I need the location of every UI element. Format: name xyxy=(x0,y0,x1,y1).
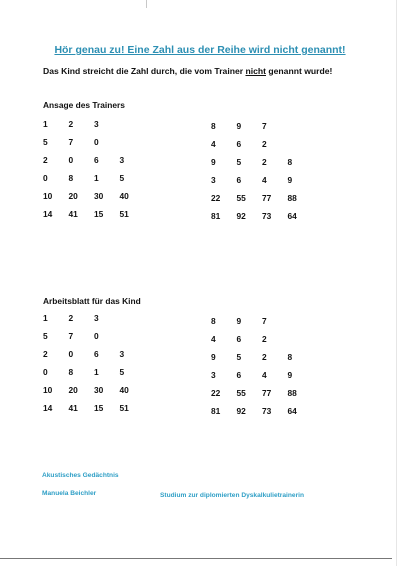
number-cell: 2 xyxy=(262,139,267,149)
number-cell: 3 xyxy=(211,370,216,380)
number-cell: 3 xyxy=(211,175,216,185)
number-cell: 51 xyxy=(119,403,129,413)
child-section-heading: Arbeitsblatt für das Kind xyxy=(43,296,141,306)
number-row xyxy=(211,348,313,366)
number-row xyxy=(211,117,313,135)
number-cell: 2 xyxy=(68,313,74,323)
number-cell: 2 xyxy=(262,157,267,167)
trainer-section-heading: Ansage des Trainers xyxy=(43,100,125,110)
number-cell: 7 xyxy=(262,121,267,131)
number-row xyxy=(43,399,145,417)
number-cell: 20 xyxy=(68,191,78,201)
number-cell: 14 xyxy=(43,209,53,219)
number-cell: 92 xyxy=(236,406,246,416)
number-cell: 14 xyxy=(43,403,53,413)
number-cell: 9 xyxy=(236,121,242,131)
number-cell: 6 xyxy=(94,349,99,359)
number-cell: 6 xyxy=(236,370,242,380)
number-cell: 4 xyxy=(262,370,267,380)
number-cell: 15 xyxy=(94,403,104,413)
number-cell: 2 xyxy=(262,334,267,344)
number-cell: 9 xyxy=(211,157,216,167)
number-cell: 0 xyxy=(43,367,48,377)
number-cell: 5 xyxy=(236,157,242,167)
number-cell: 1 xyxy=(94,173,99,183)
number-cell: 3 xyxy=(94,119,99,129)
number-cell: 7 xyxy=(68,137,74,147)
number-cell: 9 xyxy=(236,316,242,326)
number-cell: 6 xyxy=(236,175,242,185)
number-cell: 3 xyxy=(119,349,125,359)
number-cell: 92 xyxy=(236,211,246,221)
instruction-emphasis: nicht xyxy=(245,66,267,76)
number-row xyxy=(211,171,313,189)
number-cell: 1 xyxy=(94,367,99,377)
number-cell: 9 xyxy=(211,352,216,362)
number-cell: 77 xyxy=(262,193,272,203)
child-right-grid xyxy=(211,312,313,420)
number-cell: 2 xyxy=(262,352,267,362)
number-row xyxy=(43,169,145,187)
number-row xyxy=(211,135,313,153)
number-row xyxy=(211,189,313,207)
number-row xyxy=(43,345,145,363)
number-cell: 8 xyxy=(287,352,293,362)
number-cell: 0 xyxy=(68,155,74,165)
number-cell: 88 xyxy=(287,193,297,203)
trainer-right-grid xyxy=(211,117,313,225)
number-cell: 2 xyxy=(68,119,74,129)
number-cell: 73 xyxy=(262,406,272,416)
footer-course: Studium zur diplomierten Dyskalkulietrainerin xyxy=(160,492,304,499)
instruction-text-end: genannt wurde! xyxy=(266,66,333,76)
trainer-left-grid xyxy=(43,115,145,223)
instruction-text-start: Das Kind streicht die Zahl durch, die vom Trainer xyxy=(43,66,246,76)
number-cell: 15 xyxy=(94,209,104,219)
number-cell: 6 xyxy=(236,139,242,149)
number-row xyxy=(211,402,313,420)
number-cell: 8 xyxy=(68,367,74,377)
number-cell: 2 xyxy=(43,155,48,165)
number-cell: 4 xyxy=(211,139,216,149)
number-cell: 3 xyxy=(94,313,99,323)
number-row xyxy=(43,115,145,133)
number-cell: 1 xyxy=(43,119,48,129)
number-cell: 40 xyxy=(119,191,129,201)
number-cell: 6 xyxy=(236,334,242,344)
bottom-rule xyxy=(0,558,392,559)
number-cell: 5 xyxy=(119,173,125,183)
number-row xyxy=(43,133,145,151)
footer-author: Manuela Beichler xyxy=(42,490,97,497)
number-row xyxy=(43,205,145,223)
number-cell: 55 xyxy=(236,388,246,398)
number-cell: 6 xyxy=(94,155,99,165)
instruction-text xyxy=(43,66,332,76)
number-cell: 7 xyxy=(262,316,267,326)
number-row xyxy=(211,366,313,384)
worksheet-title: Hör genau zu! Eine Zahl aus der Reihe wird nicht genannt! xyxy=(54,44,346,56)
number-cell: 41 xyxy=(68,209,78,219)
number-cell: 30 xyxy=(94,191,104,201)
number-cell: 5 xyxy=(236,352,242,362)
number-cell: 20 xyxy=(68,385,78,395)
number-cell: 8 xyxy=(211,316,216,326)
number-cell: 4 xyxy=(262,175,267,185)
number-cell: 5 xyxy=(119,367,125,377)
number-row xyxy=(211,207,313,225)
number-cell: 55 xyxy=(236,193,246,203)
number-cell: 5 xyxy=(43,331,48,341)
number-row xyxy=(43,327,145,345)
footer-topic: Akustisches Gedächtnis xyxy=(42,472,119,479)
number-cell: 4 xyxy=(211,334,216,344)
number-cell: 64 xyxy=(287,211,297,221)
number-cell: 7 xyxy=(68,331,74,341)
number-cell: 3 xyxy=(119,155,125,165)
number-row xyxy=(211,330,313,348)
number-cell: 77 xyxy=(262,388,272,398)
number-cell: 9 xyxy=(287,370,293,380)
number-cell: 30 xyxy=(94,385,104,395)
number-cell: 64 xyxy=(287,406,297,416)
number-cell: 5 xyxy=(43,137,48,147)
number-cell: 51 xyxy=(119,209,129,219)
number-row xyxy=(211,384,313,402)
number-cell: 0 xyxy=(94,137,99,147)
child-left-grid xyxy=(43,309,145,417)
number-row xyxy=(43,381,145,399)
number-row xyxy=(211,153,313,171)
number-cell: 1 xyxy=(43,313,48,323)
number-cell: 8 xyxy=(211,121,216,131)
number-cell: 22 xyxy=(211,388,221,398)
number-cell: 0 xyxy=(68,349,74,359)
number-row xyxy=(211,312,313,330)
number-cell: 10 xyxy=(43,191,53,201)
number-cell: 81 xyxy=(211,406,221,416)
number-cell: 8 xyxy=(287,157,293,167)
number-row xyxy=(43,309,145,327)
number-cell: 73 xyxy=(262,211,272,221)
number-cell: 10 xyxy=(43,385,53,395)
number-cell: 41 xyxy=(68,403,78,413)
scan-mark xyxy=(146,0,147,8)
number-row xyxy=(43,363,145,381)
number-cell: 88 xyxy=(287,388,297,398)
number-cell: 8 xyxy=(68,173,74,183)
scan-edge-line xyxy=(396,0,397,566)
number-cell: 22 xyxy=(211,193,221,203)
number-cell: 2 xyxy=(43,349,48,359)
number-row xyxy=(43,187,145,205)
number-row xyxy=(43,151,145,169)
number-cell: 81 xyxy=(211,211,221,221)
number-cell: 40 xyxy=(119,385,129,395)
number-cell: 0 xyxy=(94,331,99,341)
number-cell: 0 xyxy=(43,173,48,183)
number-cell: 9 xyxy=(287,175,293,185)
